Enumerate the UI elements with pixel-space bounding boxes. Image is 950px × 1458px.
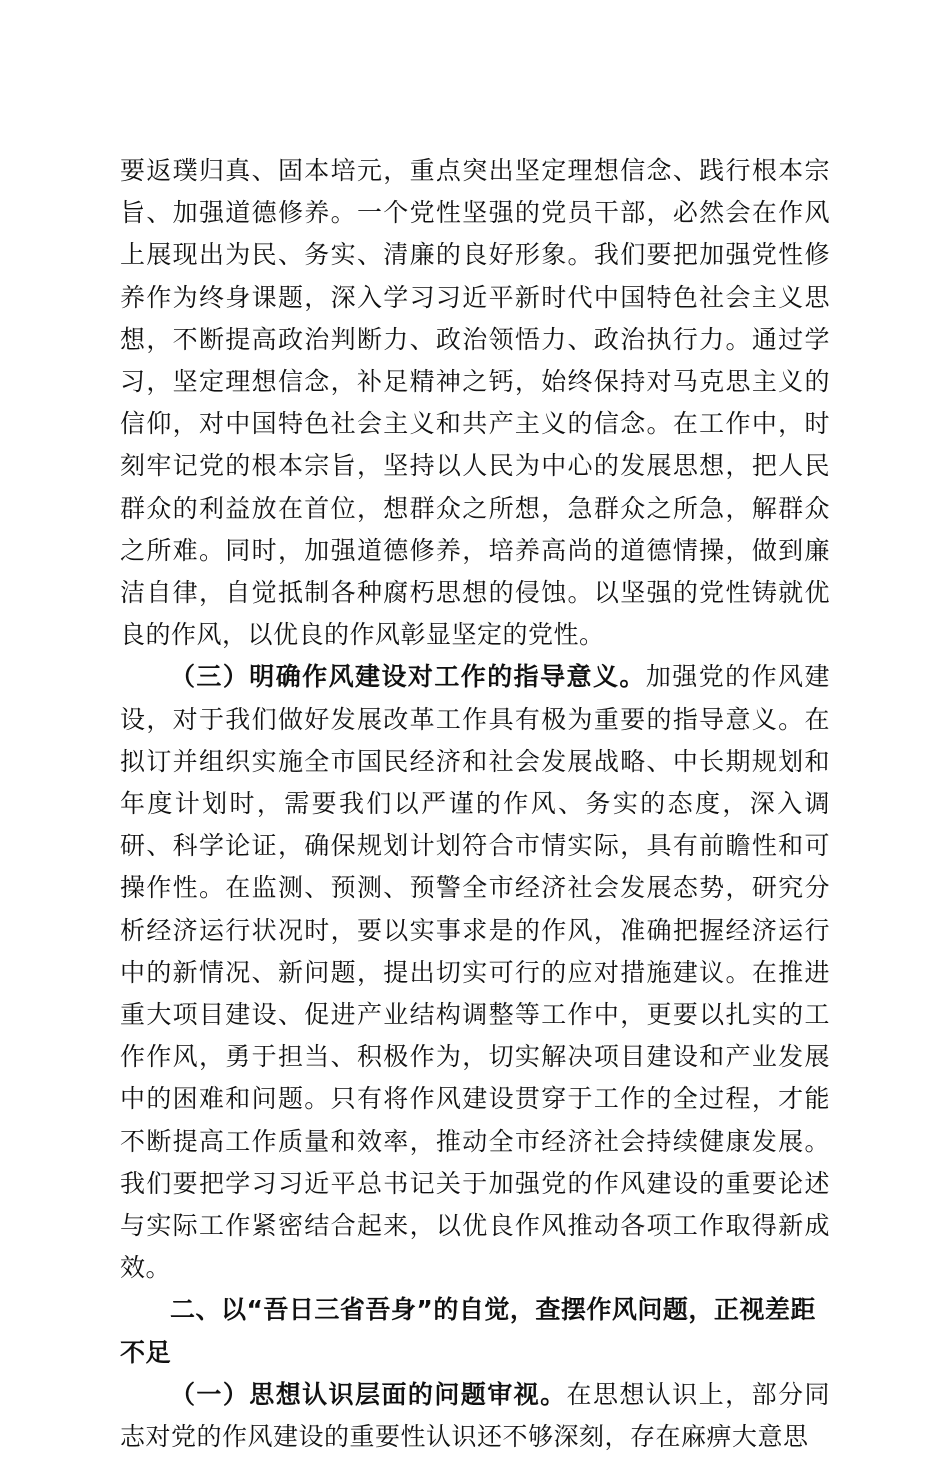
section-heading-2: 二、以“吾日三省吾身”的自觉，查摆作风问题，正视差距不足	[120, 1295, 816, 1367]
paragraph-body: 要返璞归真、固本培元，重点突出坚定理想信念、践行根本宗旨、加强道德修养。一个党性坚强的党员干部，必然会在作风上展现出为民、务实、清廉的良好形象。我们要把加强党性修养作为终身课题，深入学习习近平新时代中国特色社会主义思想，不断提高政治判断力、政治领悟力、政治执行力。通过学习，坚定理想信念，补足精神之钙，始终保持对马克思主义的信仰，对中国特色社会主义和共产主义的信念。在工作中，时刻牢记党的根本宗旨，坚持以人民为中心的发展思想，把人民群众的利益放在首位，想群众之所想，急群众之所急，解群众之所难。同时，加强道德修养，培养高尚的道德情操，做到廉洁自律，自觉抵制各种腐朽思想的侵蚀。以坚强的党性铸就优良的作风，以优良的作风彰显坚定的党性。	[120, 156, 830, 650]
paragraph-subsection-1	[120, 1374, 830, 1458]
paragraph-body: 在思想认识上，部分同志对党的作风建设的重要性认识还不够深刻，存在麻痹大意思	[120, 1379, 830, 1452]
paragraph-body: 加强党的作风建设，对于我们做好发展改革工作具有极为重要的指导意义。在拟订并组织实施全市国民经济和社会发展战略、中长期规划和年度计划时，需要我们以严谨的作风、务实的态度，深入调研、科学论证，确保规划计划符合市情实际，具有前瞻性和可操作性。在监测、预测、预警全市经济社会发展态势，研究分析经济运行状况时，要以实事求是的作风，准确把握经济运行中的新情况、新问题，提出切实可行的应对措施建议。在推进重大项目建设、促进产业结构调整等工作中，更要以扎实的工作作风，勇于担当、积极作为，切实解决项目建设和产业发展中的困难和问题。只有将作风建设贯穿于工作的全过程，才能不断提高工作质量和效率，推动全市经济社会持续健康发展。我们要把学习习近平总书记关于加强党的作风建设的重要论述与实际工作紧密结合起来，以优良作风推动各项工作取得新成效。	[120, 662, 830, 1283]
paragraph-lead: （三）明确作风建设对工作的指导意义。	[170, 662, 646, 692]
document-page	[120, 150, 830, 1458]
paragraph-section-3	[120, 656, 830, 1289]
paragraph-lead: （一）思想认识层面的问题审视。	[170, 1379, 567, 1409]
paragraph-continuation	[120, 150, 830, 656]
